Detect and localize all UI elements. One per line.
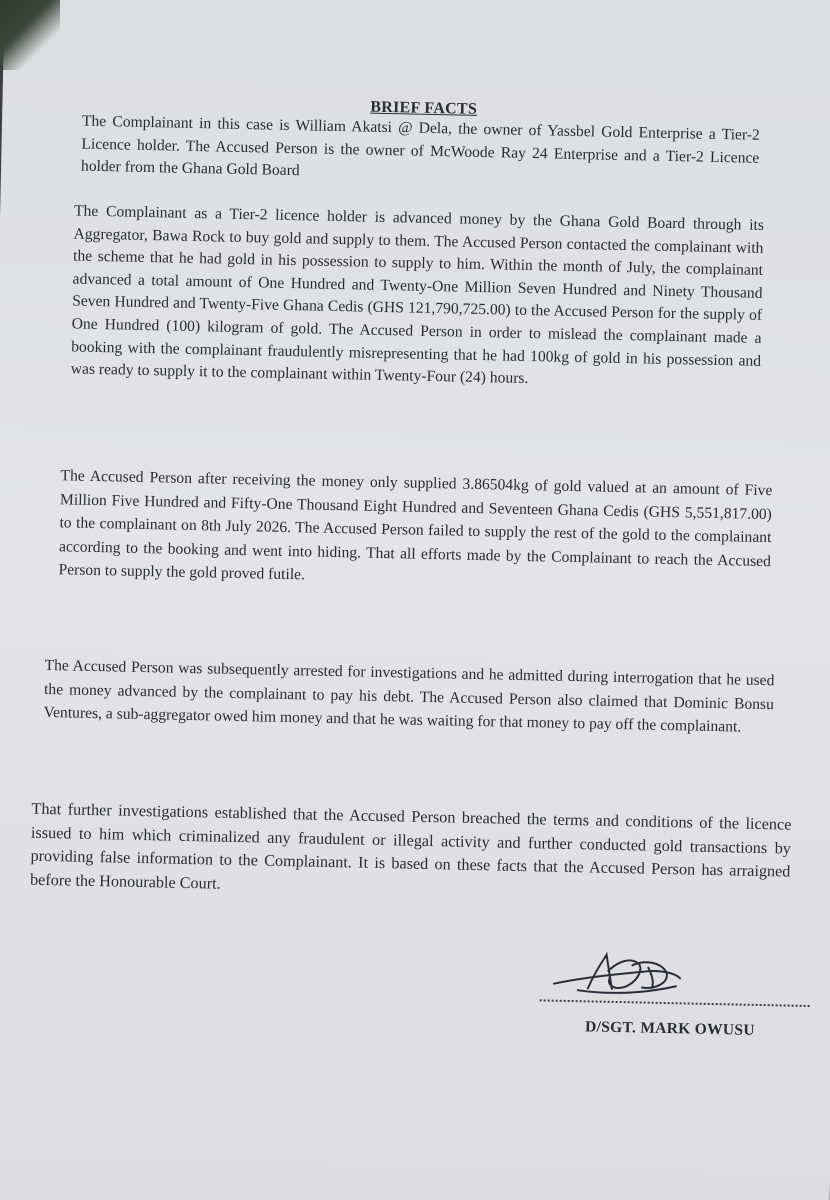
paragraph-parties: The Complainant in this case is William Akatsi @ Dela, the owner of Yassbel Gold Enterprise a Tier-2 Licence holder. The Accused Person is the owner of McWoode Ray 24 Enterprise and a Tier-2 Licence holder from the Ghana Gold Board: [80, 112, 760, 180]
paragraph-arrest: The Accused Person was subsequently arrested for investigations and he admitted during interrogation that he used the money advanced by the complainant to pay his debt. The Accused Person also claimed that Dominic Bonsu Ventures, a sub-aggregator owed him money and that he was waiting for that money to pay off the complainant.: [43, 656, 775, 736]
document-heading: BRIEF FACTS: [370, 98, 478, 118]
paragraph-scheme: The Complainant as a Tier-2 licence holder is advanced money by the Ghana Gold Board through its Aggregator, Bawa Rock to buy gold and supply to them. The Accused Person contacted the complainant with the scheme that he had gold in his possession to supply to him. Within the month of July, the complainant advanced a total amount of One Hundred and Twenty-One Million Seven Hundred and Ninety Thousand Seven Hundred and Twenty-Five Ghana Cedis (GHS 121,790,725.00) to the Accused Person for the supply of One Hundred (100) kilogram of gold. The Accused Person in order to mislead the complainant made a booking with the complainant fraudulently misrepresenting that he had 100kg of gold in his possession and was ready to supply it to the complainant within Twenty-Four (24) hours.: [70, 202, 765, 388]
paragraph-conclusion: That further investigations established that the Accused Person breached the terms and conditions of the licence issued to him which criminalized any fraudulent or illegal activity and further conducted gold transactions by providing false information to the Complainant. It is based on these facts that the Accused Person has arraigned before the Honourable Court.: [29, 799, 792, 893]
paragraph-partial-supply: The Accused Person after receiving the money only supplied 3.86504kg of gold valued at an amount of Five Million Five Hundred and Fifty-One Thousand Eight Hundred and Seventeen Ghana Cedis (GHS 5,551,817.00) to the complainant on 8th July 2026. The Accused Person failed to supply the rest of the gold to the complainant according to the booking and went into hiding. That all efforts made by the Complainant to reach the Accused Person to supply the gold proved futile.: [58, 467, 773, 584]
signatory-name: D/SGT. MARK OWUSU: [584, 1018, 755, 1039]
signature-block: [538, 947, 810, 1063]
handwritten-signature: [548, 948, 689, 1006]
